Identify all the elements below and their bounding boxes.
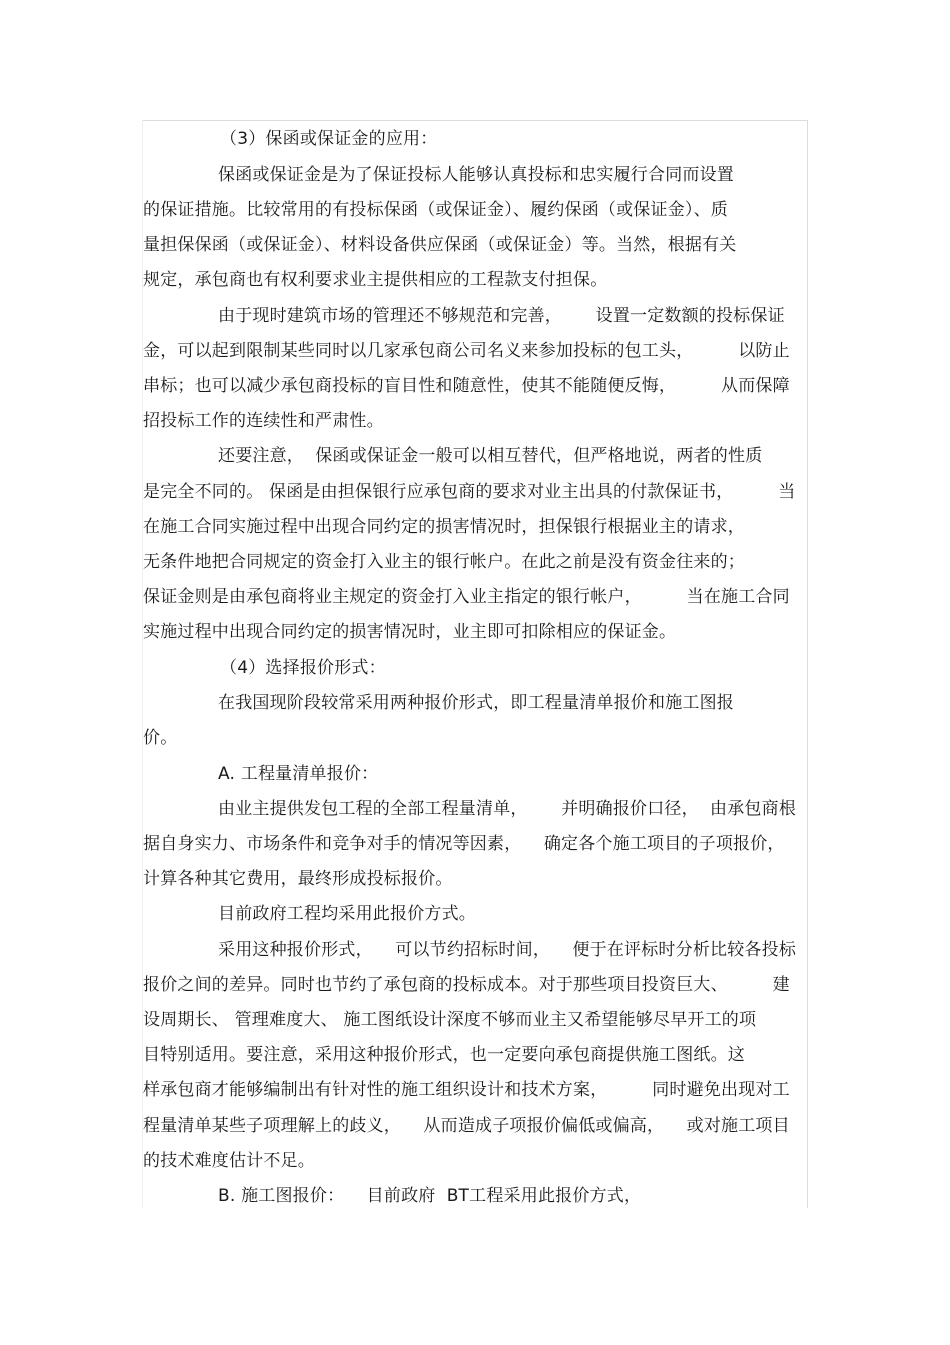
paragraph-line: 程量清单某些子项理解上的歧义， 从而造成子项报价偏低或偏高， 或对施工项目	[143, 1116, 790, 1136]
paragraph-line: 是完全不同的。 保函是由担保银行应承包商的要求对业主出具的付款保证书， 当	[143, 482, 796, 502]
paragraph-line: 由于现时建筑市场的管理还不够规范和完善， 设置一定数额的投标保证	[218, 306, 785, 326]
paragraph-line: 保函或保证金是为了保证投标人能够认真投标和忠实履行合同而设置	[218, 165, 734, 185]
paragraph-line: 的技术难度估计不足。	[143, 1151, 315, 1171]
paragraph-line: 设周期长、 管理难度大、 施工图纸设计深度不够而业主又希望能够尽早开工的项	[143, 1010, 757, 1030]
paragraph-line: 实施过程中出现合同约定的损害情况时，业主即可扣除相应的保证金。	[143, 622, 677, 642]
paragraph-line: 采用这种报价形式， 可以节约招标时间， 便于在评标时分析比较各投标	[218, 940, 797, 960]
paragraph-line: 保证金则是由承包商将业主规定的资金打入业主指定的银行帐户， 当在施工合同	[143, 587, 790, 607]
paragraph-line: 的保证措施。比较常用的有投标保函（或保证金）、履约保函（或保证金）、质	[143, 200, 728, 220]
paragraph-line: 量担保保函（或保证金）、材料设备供应保函（或保证金）等。当然，根据有关	[143, 235, 737, 255]
paragraph-line: 串标；也可以减少承包商投标的盲目性和随意性，使其不能随便反悔， 从而保障	[143, 376, 790, 396]
paragraph-line: 招投标工作的连续性和严肃性。	[143, 411, 384, 431]
subheading-a: A. 工程量清单报价：	[218, 764, 379, 784]
paragraph-line: 计算各种其它费用，最终形成投标报价。	[143, 869, 453, 889]
page-border-top	[142, 120, 808, 121]
paragraph-line: 目特别适用。要注意，采用这种报价形式，也一定要向承包商提供施工图纸。这	[143, 1045, 745, 1065]
paragraph-line: 据自身实力、市场条件和竞争对手的情况等因素， 确定各个施工项目的子项报价，	[143, 834, 785, 854]
paragraph-line: 无条件地把合同规定的资金打入业主的银行帐户。在此之前是没有资金往来的；	[143, 552, 745, 572]
section-heading-4: （4）选择报价形式：	[220, 658, 386, 678]
paragraph-line: 还要注意， 保函或保证金一般可以相互替代，但严格地说，两者的性质	[218, 446, 763, 466]
paragraph-line: 在我国现阶段较常采用两种报价形式，即工程量清单报价和施工图报	[218, 693, 734, 713]
paragraph-line: 价。	[143, 728, 178, 748]
paragraph-line: 在施工合同实施过程中出现合同约定的损害情况时，担保银行根据业主的请求，	[143, 517, 745, 537]
paragraph-line: 目前政府工程均采用此报价方式。	[218, 904, 476, 924]
paragraph-line: 规定，承包商也有权利要求业主提供相应的工程款支付担保。	[143, 270, 608, 290]
paragraph-line: 报价之间的差异。同时也节约了承包商的投标成本。对于那些项目投资巨大、 建	[143, 975, 790, 995]
section-heading-3: （3）保函或保证金的应用：	[220, 129, 438, 149]
paragraph-line: 由业主提供发包工程的全部工程量清单， 并明确报价口径， 由承包商根	[218, 799, 797, 819]
paragraph-line: 金，可以起到限制某些同时以几家承包商公司名义来参加投标的包工头， 以防止	[143, 341, 790, 361]
paragraph-line: 样承包商才能够编制出有针对性的施工组织设计和技术方案， 同时避免出现对工	[143, 1080, 790, 1100]
subheading-b: B. 施工图报价： 目前政府 BT工程采用此报价方式，	[218, 1186, 642, 1206]
